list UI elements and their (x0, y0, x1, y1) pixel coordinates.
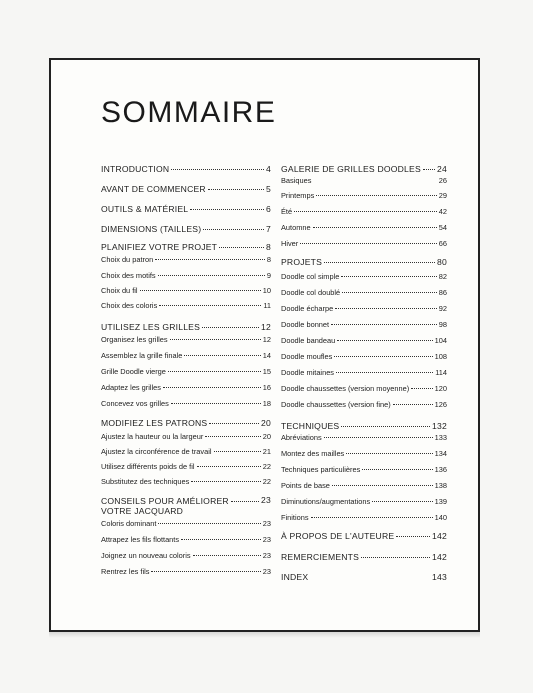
toc-subentry-label: Automne (281, 223, 311, 232)
toc-subentry-label: Abréviations (281, 433, 322, 442)
toc-entry-page: 4 (266, 164, 271, 174)
toc-subentry-label: Doodle moufles (281, 352, 333, 361)
toc-subentry-page: 114 (435, 368, 447, 377)
toc-subentry[interactable] (101, 551, 271, 560)
toc-entry-projets[interactable] (281, 257, 447, 267)
dot-leader (191, 480, 260, 482)
toc-subentry[interactable] (281, 384, 447, 393)
toc-subentry[interactable] (101, 301, 271, 310)
toc-subentry-page: 138 (434, 481, 447, 490)
dot-leader (334, 355, 432, 357)
toc-subentry-label: Ajustez la circonférence de travail (101, 447, 212, 456)
dot-leader (168, 370, 261, 372)
toc-subentry-page: 140 (434, 513, 447, 522)
toc-subentry[interactable] (101, 351, 271, 360)
toc-subentry-page: 126 (434, 400, 447, 409)
dot-leader (190, 208, 264, 210)
toc-subentry[interactable] (101, 447, 271, 456)
page-title: SOMMAIRE (101, 96, 277, 129)
toc-entry-label: OUTILS & MATÉRIEL (101, 204, 189, 214)
toc-subentry-page: 23 (262, 567, 271, 576)
dot-leader (332, 484, 433, 486)
dot-leader (342, 291, 437, 293)
toc-subentry[interactable] (101, 399, 271, 408)
toc-subentry[interactable] (101, 462, 271, 471)
toc-entry-page: 20 (261, 418, 271, 428)
toc-subentry-page: 42 (438, 207, 447, 216)
toc-subentry-page: 12 (262, 335, 271, 344)
toc-subentry[interactable] (281, 191, 447, 200)
toc-subentry[interactable] (281, 239, 447, 248)
dot-leader (181, 538, 261, 540)
toc-subentry[interactable] (281, 272, 447, 281)
toc-entry-label: UTILISEZ LES GRILLES (101, 322, 201, 332)
toc-entry-page: 132 (432, 421, 447, 431)
toc-subentry-label: Doodle col doublé (281, 288, 341, 297)
dot-leader (193, 554, 261, 556)
toc-subentry-label: Hiver (281, 239, 299, 248)
toc-subentry-label: Montez des mailles (281, 449, 345, 458)
dot-leader (155, 258, 265, 260)
toc-subentry-page: 23 (262, 535, 271, 544)
dot-leader (158, 522, 260, 524)
toc-subentry-label: Coloris dominant (101, 519, 157, 528)
toc-subentry-label: Techniques particulières (281, 465, 361, 474)
toc-entry-modifiez[interactable] (101, 418, 271, 428)
dot-leader (231, 500, 259, 502)
toc-subentry-page: 21 (262, 447, 271, 456)
toc-subentry-page: 108 (434, 352, 447, 361)
toc-subentry[interactable] (101, 335, 271, 344)
dot-leader (331, 323, 437, 325)
toc-subentry[interactable] (281, 304, 447, 313)
toc-subentry-page: 136 (434, 465, 447, 474)
dot-leader (335, 307, 437, 309)
toc-subentry-page: 66 (438, 239, 447, 248)
toc-subentry-page: 92 (438, 304, 447, 313)
toc-subentry[interactable] (101, 367, 271, 376)
toc-subentry-page: 29 (438, 191, 447, 200)
toc-entry-introduction[interactable] (101, 164, 271, 174)
dot-leader (214, 450, 261, 452)
dot-leader (313, 180, 436, 181)
dot-leader (209, 422, 259, 424)
dot-leader (324, 261, 435, 263)
toc-subentry-label: Doodle bandeau (281, 336, 336, 345)
toc-subentry[interactable] (281, 481, 447, 490)
toc-subentry-label: Concevez vos grilles (101, 399, 169, 408)
toc-subentry-page: 86 (438, 288, 447, 297)
dot-leader (170, 338, 261, 340)
toc-entry-label: PLANIFIEZ VOTRE PROJET (101, 242, 218, 252)
toc-subentry[interactable] (101, 477, 271, 486)
toc-entry-apropos[interactable] (281, 531, 447, 541)
toc-subentry-page: 10 (262, 286, 271, 295)
toc-subentry[interactable] (281, 497, 447, 506)
dot-leader (171, 402, 261, 404)
toc-subentry-page: 14 (262, 351, 271, 360)
dot-leader (423, 168, 435, 170)
toc-entry-label: INDEX (281, 572, 309, 582)
toc-subentry[interactable] (281, 223, 447, 232)
toc-subentry-page: 16 (262, 383, 271, 392)
toc-subentry-label: Diminutions/augmentations (281, 497, 371, 506)
dot-leader (313, 226, 437, 228)
toc-subentry-page: 133 (434, 433, 447, 442)
toc-subentry[interactable] (281, 400, 447, 409)
dot-leader (341, 275, 436, 277)
toc-subentry-page: 26 (438, 176, 447, 185)
toc-subentry[interactable] (281, 336, 447, 345)
toc-subentry-label: Choix du patron (101, 255, 154, 264)
toc-entry-remerciements[interactable] (281, 552, 447, 562)
toc-entry-page: 8 (266, 242, 271, 252)
toc-subentry-label: Organisez les grilles (101, 335, 168, 344)
toc-entry-page: 142 (432, 552, 447, 562)
dot-leader (208, 188, 264, 190)
dot-leader (324, 436, 433, 438)
toc-entry-label: INTRODUCTION (101, 164, 170, 174)
toc-entry-techniques[interactable] (281, 421, 447, 431)
toc-subentry-label: Doodle chaussettes (version moyenne) (281, 384, 410, 393)
dot-leader (393, 403, 433, 405)
toc-subentry-page: 9 (266, 271, 271, 280)
toc-entry-page: 80 (437, 257, 447, 267)
dot-leader (346, 452, 432, 454)
toc-subentry-page: 11 (263, 301, 271, 310)
toc-entry-label: AVANT DE COMMENCER (101, 184, 206, 194)
toc-subentry[interactable] (101, 383, 271, 392)
toc-subentry-page: 134 (434, 449, 447, 458)
toc-subentry-page: 104 (434, 336, 447, 345)
toc-subentry[interactable] (101, 567, 271, 576)
dot-leader (219, 246, 264, 248)
toc-entry-label: GALERIE DE GRILLES DOODLES (281, 164, 421, 174)
toc-entry-label: TECHNIQUES (281, 421, 340, 431)
dot-leader (341, 425, 430, 427)
toc-subentry[interactable] (281, 368, 447, 377)
dot-leader (310, 577, 430, 578)
toc-subentry-label: Printemps (281, 191, 315, 200)
dot-leader (158, 274, 265, 276)
toc-entry-page: 142 (432, 531, 447, 541)
toc-subentry-label: Doodle chaussettes (version fine) (281, 400, 391, 409)
toc-subentry[interactable] (281, 433, 447, 442)
toc-entry-label: PROJETS (281, 257, 323, 267)
toc-entry-label: MODIFIEZ LES PATRONS (101, 418, 208, 428)
toc-subentry[interactable] (281, 176, 447, 185)
toc-subentry-label: Substitutez des techniques (101, 477, 190, 486)
toc-subentry[interactable] (101, 432, 271, 441)
page-frame (49, 58, 480, 632)
toc-subentry-page: 54 (438, 223, 447, 232)
toc-entry-page: 6 (266, 204, 271, 214)
toc-subentry[interactable] (101, 271, 271, 280)
toc-entry-conseils[interactable] (101, 495, 271, 516)
toc-entry-galerie[interactable] (281, 164, 447, 174)
toc-subentry-label: Attrapez les fils flottants (101, 535, 180, 544)
toc-subentry-label: Adaptez les grilles (101, 383, 161, 392)
dot-leader (361, 556, 430, 558)
dot-leader (140, 289, 261, 291)
toc-subentry[interactable] (281, 352, 447, 361)
toc-subentry-page: 23 (262, 519, 271, 528)
dot-leader (316, 194, 436, 196)
toc-entry-label: À PROPOS DE L'AUTEURE (281, 531, 395, 541)
toc-subentry-label: Finitions (281, 513, 309, 522)
dot-leader (336, 371, 433, 373)
toc-subentry-label: Doodle écharpe (281, 304, 334, 313)
toc-subentry-label: Joignez un nouveau coloris (101, 551, 191, 560)
dot-leader (300, 242, 437, 244)
toc-entry-label-line: VOTRE JACQUARD (101, 506, 184, 516)
toc-subentry-page: 23 (262, 551, 271, 560)
toc-subentry-label: Doodle bonnet (281, 320, 330, 329)
dot-leader (202, 326, 259, 328)
toc-entry-outils[interactable] (101, 204, 271, 214)
toc-subentry-page: 139 (434, 497, 447, 506)
dot-leader (372, 500, 433, 502)
toc-entry-page: 24 (437, 164, 447, 174)
toc-subentry[interactable] (281, 288, 447, 297)
toc-subentry-page: 18 (262, 399, 271, 408)
toc-subentry[interactable] (101, 535, 271, 544)
dot-leader (171, 168, 264, 170)
toc-entry-page: 5 (266, 184, 271, 194)
toc-entry-avant[interactable] (101, 184, 271, 194)
toc-entry-planifiez[interactable] (101, 242, 271, 252)
toc-entry-label (101, 496, 229, 516)
toc-subentry[interactable] (101, 519, 271, 528)
toc-subentry-page: 20 (262, 432, 271, 441)
toc-entry-index[interactable] (281, 572, 447, 582)
toc-subentry-label: Grille Doodle vierge (101, 367, 166, 376)
toc-subentry[interactable] (101, 286, 271, 295)
dot-leader (151, 570, 260, 572)
toc-entry-label: DIMENSIONS (TAILLES) (101, 224, 202, 234)
toc-subentry[interactable] (281, 449, 447, 458)
toc-entry-page: 143 (432, 572, 447, 582)
toc-subentry-label: Choix du fil (101, 286, 138, 295)
toc-subentry-label: Doodle mitaines (281, 368, 334, 377)
toc-subentry-page: 22 (262, 477, 271, 486)
dot-leader (205, 435, 260, 437)
toc-subentry-page: 15 (262, 367, 271, 376)
toc-entry-dimensions[interactable] (101, 224, 271, 234)
dot-leader (396, 535, 430, 537)
toc-entry-label-line: CONSEILS POUR AMÉLIORER (101, 496, 229, 506)
toc-subentry-page: 98 (438, 320, 447, 329)
dot-leader (197, 465, 261, 467)
toc-subentry[interactable] (281, 465, 447, 474)
dot-leader (337, 339, 432, 341)
page-edge-shadow (49, 632, 480, 638)
dot-leader (362, 468, 432, 470)
dot-leader (311, 516, 433, 518)
toc-entry-utilisez[interactable] (101, 322, 271, 332)
dot-leader (159, 304, 261, 306)
toc-subentry-label: Points de base (281, 481, 330, 490)
toc-subentry-label: Rentrez les fils (101, 567, 150, 576)
dot-leader (184, 354, 260, 356)
dot-leader (163, 386, 261, 388)
toc-subentry-page: 82 (438, 272, 447, 281)
toc-entry-label: REMERCIEMENTS (281, 552, 360, 562)
toc-subentry-label: Choix des coloris (101, 301, 158, 310)
toc-subentry-page: 22 (262, 462, 271, 471)
toc-subentry-page: 8 (266, 255, 271, 264)
toc-subentry-label: Ajustez la hauteur ou la largeur (101, 432, 204, 441)
toc-subentry-label: Été (281, 207, 293, 216)
toc-subentry[interactable] (281, 513, 447, 522)
dot-leader (294, 210, 437, 212)
toc-subentry[interactable] (281, 320, 447, 329)
toc-entry-page: 23 (261, 495, 271, 505)
toc-subentry-label: Utilisez différents poids de fil (101, 462, 195, 471)
dot-leader (411, 387, 432, 389)
toc-subentry[interactable] (281, 207, 447, 216)
toc-subentry-label: Choix des motifs (101, 271, 156, 280)
toc-entry-page: 7 (266, 224, 271, 234)
toc-subentry-label: Basiques (281, 176, 312, 185)
dot-leader (203, 228, 264, 230)
toc-entry-page: 12 (261, 322, 271, 332)
toc-subentry-page: 120 (434, 384, 447, 393)
toc-subentry-label: Assemblez la grille finale (101, 351, 183, 360)
toc-subentry[interactable] (101, 255, 271, 264)
toc-subentry-label: Doodle col simple (281, 272, 340, 281)
